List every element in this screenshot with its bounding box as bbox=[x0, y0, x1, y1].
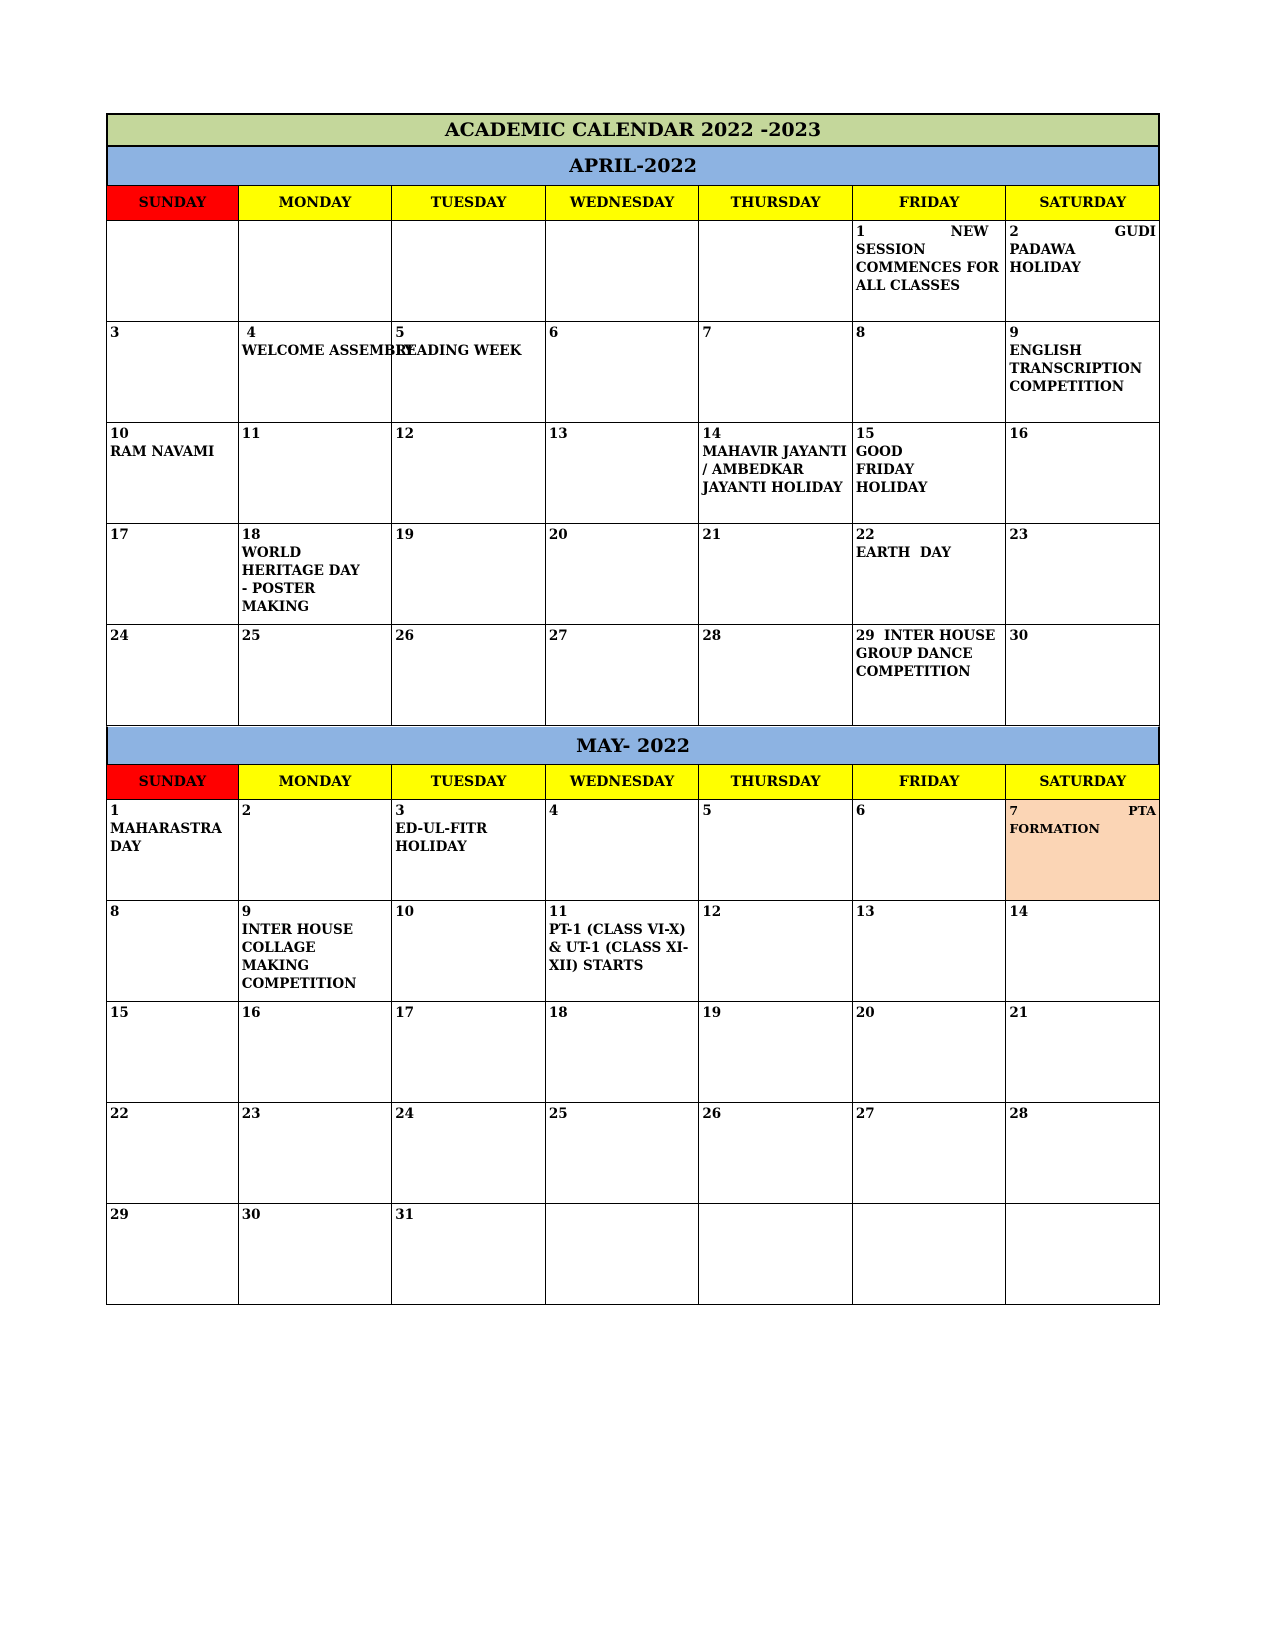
day-cell bbox=[545, 322, 699, 423]
day-cell bbox=[238, 423, 392, 524]
day-cell bbox=[852, 625, 1006, 726]
day-number: 4 bbox=[241, 325, 256, 341]
day-number: 15 bbox=[855, 426, 875, 442]
day-number: 9 bbox=[241, 904, 252, 920]
academic-calendar bbox=[106, 113, 1160, 1305]
day-number: 7 bbox=[702, 325, 712, 341]
day-cell bbox=[699, 423, 853, 524]
day-cell bbox=[238, 800, 392, 901]
day-number: 30 bbox=[1009, 628, 1029, 644]
day-number: 8 bbox=[855, 325, 866, 341]
day-number: 14 bbox=[702, 426, 722, 442]
day-number: 11 bbox=[548, 904, 568, 920]
day-cell bbox=[852, 1204, 1006, 1305]
event-text: MAHARASTRA DAY bbox=[110, 821, 222, 855]
day-number: 9 bbox=[1009, 325, 1019, 341]
day-number: 2 bbox=[241, 803, 252, 819]
event-text: EARTH DAY bbox=[855, 545, 951, 561]
day-number: 3 bbox=[395, 803, 405, 819]
week-row bbox=[107, 1002, 1160, 1103]
day-number: 17 bbox=[110, 527, 129, 543]
day-number: 3 bbox=[110, 325, 120, 341]
day-cell bbox=[699, 625, 853, 726]
may-calendar-table bbox=[106, 764, 1160, 1305]
weekday-sunday: SUNDAY bbox=[107, 765, 239, 800]
day-cell bbox=[392, 322, 546, 423]
day-cell bbox=[238, 625, 392, 726]
day-cell bbox=[545, 524, 699, 625]
day-cell bbox=[238, 524, 392, 625]
day-cell bbox=[238, 1204, 392, 1305]
day-cell bbox=[1006, 221, 1160, 322]
day-cell bbox=[107, 322, 239, 423]
day-number: 23 bbox=[1009, 527, 1029, 543]
day-number: 13 bbox=[548, 426, 568, 442]
day-cell bbox=[852, 322, 1006, 423]
day-cell bbox=[1006, 423, 1160, 524]
day-cell bbox=[238, 322, 414, 423]
day-cell bbox=[107, 423, 239, 524]
day-number: 6 bbox=[855, 803, 866, 819]
day-cell-highlighted bbox=[1006, 800, 1160, 901]
day-number: 24 bbox=[395, 1106, 415, 1122]
day-number: 19 bbox=[702, 1005, 722, 1021]
day-cell bbox=[545, 1103, 699, 1204]
day-cell bbox=[107, 221, 239, 322]
day-cell bbox=[699, 322, 853, 423]
day-cell bbox=[392, 1204, 546, 1305]
day-cell bbox=[392, 901, 546, 1002]
day-number: 24 bbox=[110, 628, 129, 644]
day-number: 29 INTER HOUSE bbox=[855, 628, 996, 644]
day-cell bbox=[699, 1002, 853, 1103]
weekday-saturday: SATURDAY bbox=[1006, 186, 1160, 221]
day-number: 23 bbox=[241, 1106, 261, 1122]
day-cell bbox=[852, 800, 1006, 901]
weekday-header-row bbox=[107, 765, 1160, 800]
day-cell bbox=[699, 901, 853, 1002]
day-number: 26 bbox=[702, 1106, 722, 1122]
day-cell bbox=[699, 1103, 853, 1204]
weekday-monday: MONDAY bbox=[238, 186, 392, 221]
month-title-may: MAY- 2022 bbox=[106, 726, 1160, 764]
day-cell bbox=[392, 221, 546, 322]
day-number: 13 bbox=[855, 904, 875, 920]
day-cell bbox=[107, 1204, 239, 1305]
event-text: INTER HOUSE COLLAGE MAKING COMPETITION bbox=[241, 922, 357, 992]
day-number: 10 bbox=[395, 904, 415, 920]
day-number: 27 bbox=[548, 628, 568, 644]
event-text: RAM NAVAMI bbox=[110, 444, 215, 460]
calendar-title: ACADEMIC CALENDAR 2022 -2023 bbox=[106, 113, 1160, 147]
day-cell bbox=[238, 901, 392, 1002]
day-cell bbox=[107, 1103, 239, 1204]
day-cell bbox=[1006, 524, 1160, 625]
day-number: 31 bbox=[395, 1207, 415, 1223]
day-cell bbox=[392, 625, 546, 726]
day-cell bbox=[545, 625, 699, 726]
day-number: 18 bbox=[241, 527, 261, 543]
day-cell bbox=[107, 524, 239, 625]
weekday-monday: MONDAY bbox=[238, 765, 392, 800]
week-row bbox=[107, 1204, 1160, 1305]
weekday-saturday: SATURDAY bbox=[1006, 765, 1160, 800]
event-text: FORMATION bbox=[1009, 821, 1100, 836]
week-row bbox=[107, 800, 1160, 901]
day-cell bbox=[238, 1103, 392, 1204]
day-cell bbox=[107, 1002, 239, 1103]
weekday-header-row bbox=[107, 186, 1160, 221]
day-number: 22 bbox=[855, 527, 875, 543]
day-number: 15 bbox=[110, 1005, 129, 1021]
day-cell bbox=[852, 423, 1006, 524]
day-cell bbox=[392, 524, 546, 625]
event-text: ENGLISH TRANSCRIPTION COMPETITION bbox=[1009, 343, 1143, 395]
day-number: 28 bbox=[1009, 1106, 1029, 1122]
event-text: GOOD FRIDAY HOLIDAY bbox=[855, 444, 928, 496]
weekday-sunday: SUNDAY bbox=[107, 186, 239, 221]
week-row bbox=[107, 221, 1160, 322]
day-cell bbox=[545, 1002, 699, 1103]
day-cell bbox=[545, 1204, 699, 1305]
weekday-wednesday: WEDNESDAY bbox=[545, 186, 699, 221]
day-cell bbox=[852, 1002, 1006, 1103]
day-cell bbox=[699, 524, 853, 625]
event-text: WORLD HERITAGE DAY - POSTER MAKING bbox=[241, 545, 370, 615]
day-number: 5 bbox=[395, 325, 405, 341]
day-number: 12 bbox=[395, 426, 415, 442]
day-number: 10 bbox=[110, 426, 129, 442]
day-number: 20 bbox=[855, 1005, 875, 1021]
weekday-tuesday: TUESDAY bbox=[392, 765, 546, 800]
day-number: 26 bbox=[395, 628, 415, 644]
weekday-wednesday: WEDNESDAY bbox=[545, 765, 699, 800]
day-number: 25 bbox=[548, 1106, 568, 1122]
day-number: 4 bbox=[548, 803, 559, 819]
day-cell bbox=[238, 1002, 392, 1103]
event-text: NEW bbox=[950, 224, 989, 240]
day-number: 2 bbox=[1009, 224, 1019, 240]
day-cell bbox=[852, 901, 1006, 1002]
day-number: 1 bbox=[110, 803, 120, 819]
day-number: 11 bbox=[241, 426, 261, 442]
day-cell bbox=[1006, 1204, 1160, 1305]
day-number: 7 bbox=[1009, 803, 1019, 818]
day-number: 1 bbox=[855, 224, 866, 240]
weekday-thursday: THURSDAY bbox=[699, 765, 853, 800]
week-row bbox=[107, 1103, 1160, 1204]
event-text: GROUP DANCE COMPETITION bbox=[855, 646, 973, 680]
day-cell bbox=[392, 1103, 546, 1204]
event-text: SESSION COMMENCES FOR ALL CLASSES bbox=[855, 242, 999, 294]
weekday-friday: FRIDAY bbox=[852, 186, 1006, 221]
day-number: 16 bbox=[1009, 426, 1029, 442]
week-row bbox=[107, 322, 1160, 423]
day-cell bbox=[699, 221, 853, 322]
day-cell bbox=[107, 625, 239, 726]
day-number: 21 bbox=[1009, 1005, 1029, 1021]
day-cell bbox=[107, 800, 239, 901]
day-cell bbox=[545, 800, 699, 901]
weekday-thursday: THURSDAY bbox=[699, 186, 853, 221]
day-cell bbox=[1006, 901, 1160, 1002]
day-number: 25 bbox=[241, 628, 261, 644]
week-row bbox=[107, 625, 1160, 726]
day-number: 17 bbox=[395, 1005, 415, 1021]
day-cell bbox=[107, 901, 239, 1002]
day-number: 12 bbox=[702, 904, 722, 920]
event-text: ED-UL-FITR HOLIDAY bbox=[395, 821, 488, 855]
day-cell bbox=[852, 1103, 1006, 1204]
day-number: 16 bbox=[241, 1005, 261, 1021]
month-title-april: APRIL-2022 bbox=[106, 147, 1160, 185]
event-text: PT-1 (CLASS VI-X) & UT-1 (CLASS XI-XII) STARTS bbox=[548, 922, 700, 974]
day-number: 20 bbox=[548, 527, 568, 543]
day-number: 5 bbox=[702, 803, 712, 819]
day-cell bbox=[1006, 625, 1160, 726]
event-text: PADAWA HOLIDAY bbox=[1009, 242, 1081, 276]
day-number: 30 bbox=[241, 1207, 261, 1223]
day-cell bbox=[392, 1002, 546, 1103]
day-cell bbox=[1006, 1002, 1160, 1103]
day-cell bbox=[699, 800, 853, 901]
day-number: 19 bbox=[395, 527, 415, 543]
day-cell bbox=[852, 221, 1006, 322]
day-cell bbox=[238, 221, 392, 322]
week-row bbox=[107, 524, 1160, 625]
weekday-tuesday: TUESDAY bbox=[392, 186, 546, 221]
weekday-friday: FRIDAY bbox=[852, 765, 1006, 800]
day-cell bbox=[545, 221, 699, 322]
day-number: 18 bbox=[548, 1005, 568, 1021]
week-row bbox=[107, 423, 1160, 524]
event-text: GUDI bbox=[1114, 224, 1156, 240]
day-number: 28 bbox=[702, 628, 722, 644]
day-number: 14 bbox=[1009, 904, 1029, 920]
day-cell bbox=[545, 901, 699, 1002]
event-text: WELCOME ASSEMBLY bbox=[241, 343, 414, 359]
day-number: 22 bbox=[110, 1106, 129, 1122]
day-cell bbox=[1006, 1103, 1160, 1204]
day-cell bbox=[699, 1204, 853, 1305]
april-calendar-table bbox=[106, 185, 1160, 726]
day-number: 29 bbox=[110, 1207, 129, 1223]
day-cell bbox=[1006, 322, 1160, 423]
event-text: MAHAVIR JAYANTI / AMBEDKAR JAYANTI HOLIDAY bbox=[702, 444, 847, 496]
day-number: 6 bbox=[548, 325, 559, 341]
event-text: READING WEEK bbox=[395, 343, 522, 359]
day-number: 8 bbox=[110, 904, 120, 920]
day-cell bbox=[392, 423, 546, 524]
week-row bbox=[107, 901, 1160, 1002]
day-number: 21 bbox=[702, 527, 722, 543]
day-number: 27 bbox=[855, 1106, 875, 1122]
day-cell bbox=[392, 800, 546, 901]
day-cell bbox=[852, 524, 1006, 625]
event-text: PTA bbox=[1128, 803, 1156, 818]
day-cell bbox=[545, 423, 699, 524]
